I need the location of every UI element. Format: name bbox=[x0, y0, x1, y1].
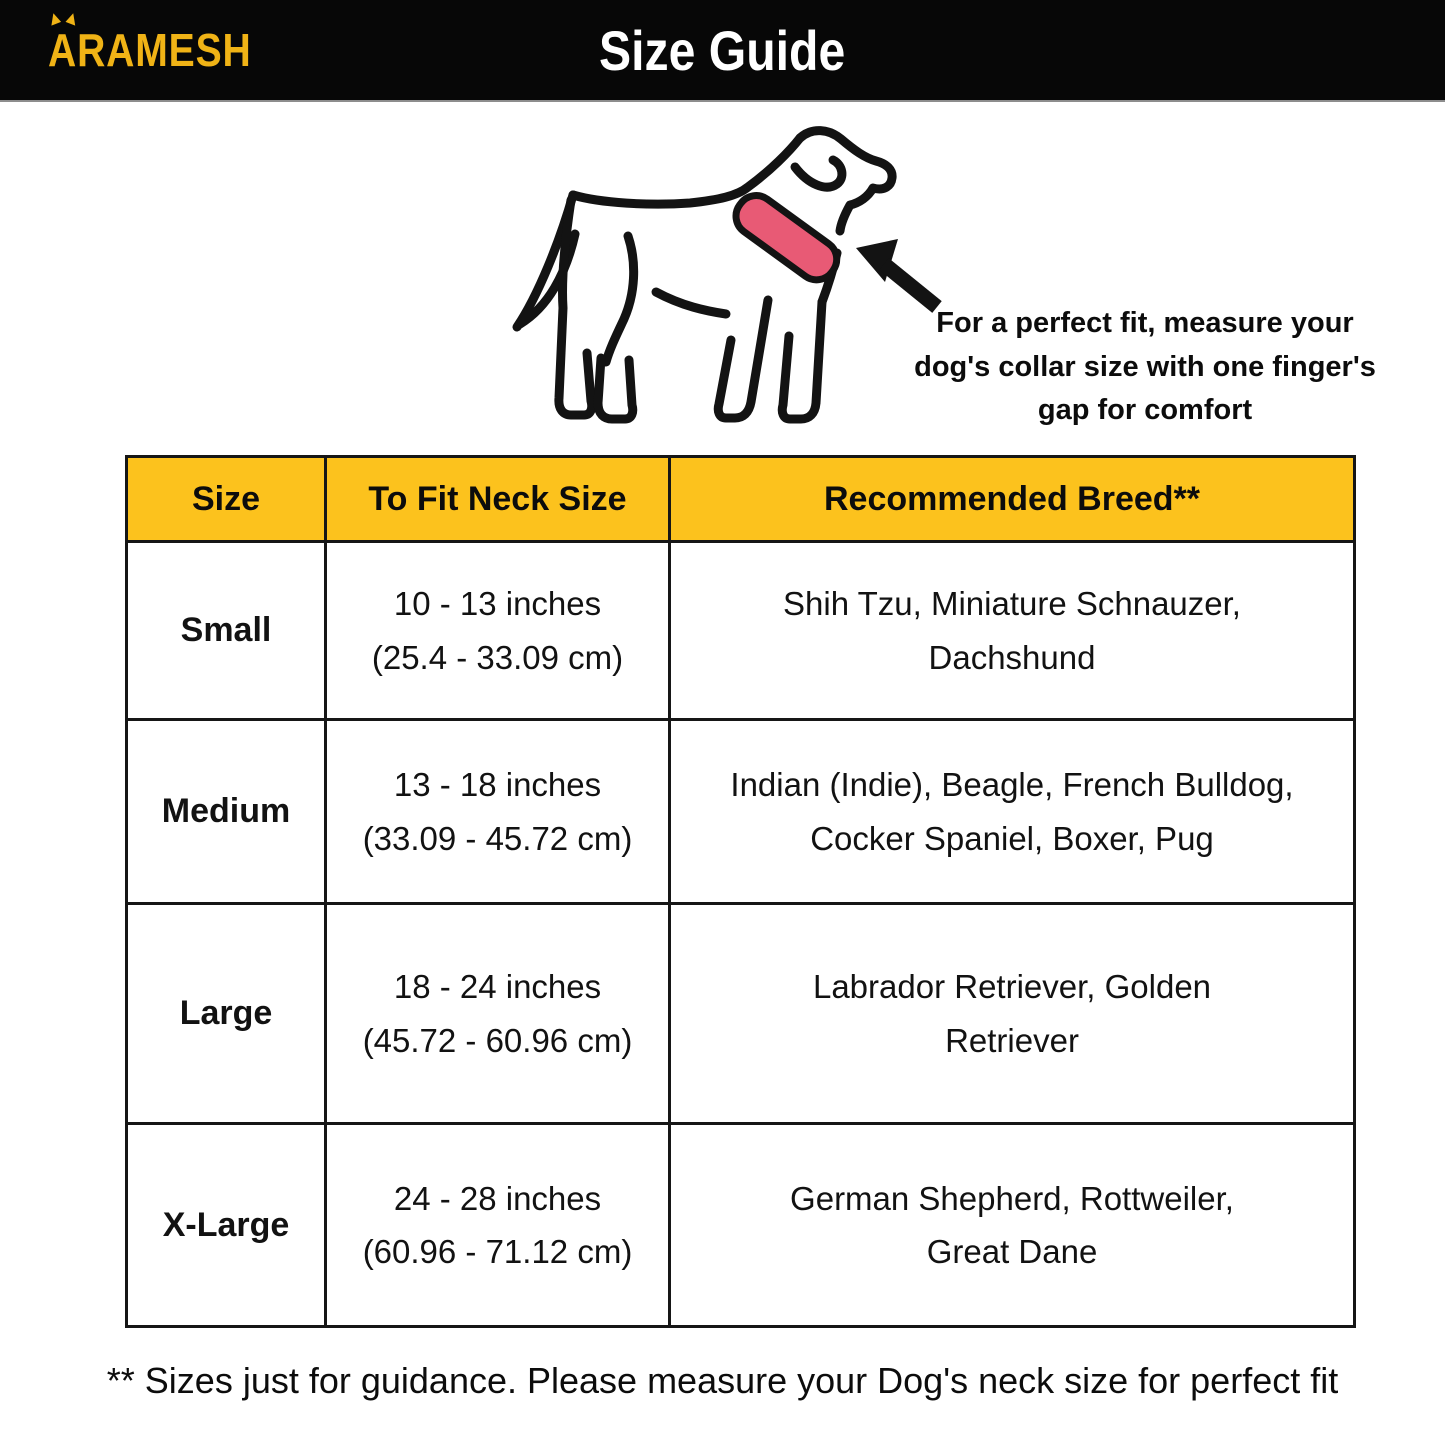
page-title: Size Guide bbox=[599, 18, 846, 82]
size-cell: X-Large bbox=[127, 1124, 326, 1327]
instruction-line: dog's collar size with one finger's bbox=[914, 350, 1376, 383]
dog-outline bbox=[517, 131, 892, 419]
neck-cm: (25.4 - 33.09 cm) bbox=[371, 638, 624, 676]
arrow-icon bbox=[856, 239, 937, 307]
breed-line: German Shepherd, Rottweiler, bbox=[790, 1179, 1234, 1217]
breed-line: Shih Tzu, Miniature Schnauzer, bbox=[783, 585, 1241, 623]
instruction-line: gap for comfort bbox=[1037, 394, 1253, 426]
neck-size-cell bbox=[326, 1124, 670, 1327]
breed-cell bbox=[670, 904, 1355, 1124]
table-row-x-large bbox=[127, 1124, 1355, 1327]
breed-line: Indian (Indie), Beagle, French Bulldog, bbox=[730, 766, 1294, 804]
neck-size-cell bbox=[326, 542, 670, 720]
neck-cm: (60.96 - 71.12 cm) bbox=[362, 1233, 633, 1270]
neck-size-cell bbox=[326, 720, 670, 904]
breed-line: Labrador Retriever, Golden bbox=[812, 968, 1212, 1006]
neck-inches: 18 - 24 inches bbox=[393, 968, 602, 1006]
header-bar bbox=[0, 0, 1445, 102]
measurement-hero bbox=[0, 110, 1445, 450]
breed-line: Retriever bbox=[945, 1021, 1079, 1059]
column-header-breed: Recommended Breed** bbox=[670, 457, 1355, 542]
brand-name: ARAMESH bbox=[48, 24, 252, 76]
table-row-large bbox=[127, 904, 1355, 1124]
instruction-line: For a perfect fit, measure your bbox=[936, 307, 1354, 339]
neck-size-cell bbox=[326, 904, 670, 1124]
table-row-medium bbox=[127, 720, 1355, 904]
neck-inches: 24 - 28 inches bbox=[393, 1179, 602, 1217]
neck-cm: (45.72 - 60.96 cm) bbox=[362, 1021, 633, 1059]
breed-cell bbox=[670, 720, 1355, 904]
size-cell: Medium bbox=[127, 720, 326, 904]
measurement-instruction bbox=[895, 302, 1395, 433]
breed-line: Dachshund bbox=[928, 638, 1096, 676]
breed-line: Cocker Spaniel, Boxer, Pug bbox=[810, 819, 1214, 857]
neck-inches: 10 - 13 inches bbox=[393, 585, 602, 623]
neck-cm: (33.09 - 45.72 cm) bbox=[362, 819, 633, 857]
table-row-small bbox=[127, 542, 1355, 720]
size-cell: Large bbox=[127, 904, 326, 1124]
breed-cell bbox=[670, 542, 1355, 720]
breed-cell bbox=[670, 1124, 1355, 1327]
size-table-header bbox=[127, 457, 1355, 542]
column-header-size: Size bbox=[127, 457, 326, 542]
size-cell: Small bbox=[127, 542, 326, 720]
brand-logo bbox=[48, 23, 252, 77]
neck-inches: 13 - 18 inches bbox=[393, 766, 602, 804]
footnote: ** Sizes just for guidance. Please measure your Dog's neck size for perfect fit bbox=[106, 1360, 1339, 1401]
breed-line: Great Dane bbox=[926, 1233, 1098, 1270]
column-header-neck-size: To Fit Neck Size bbox=[326, 457, 670, 542]
dog-collar bbox=[728, 188, 844, 287]
size-table bbox=[125, 455, 1356, 1328]
